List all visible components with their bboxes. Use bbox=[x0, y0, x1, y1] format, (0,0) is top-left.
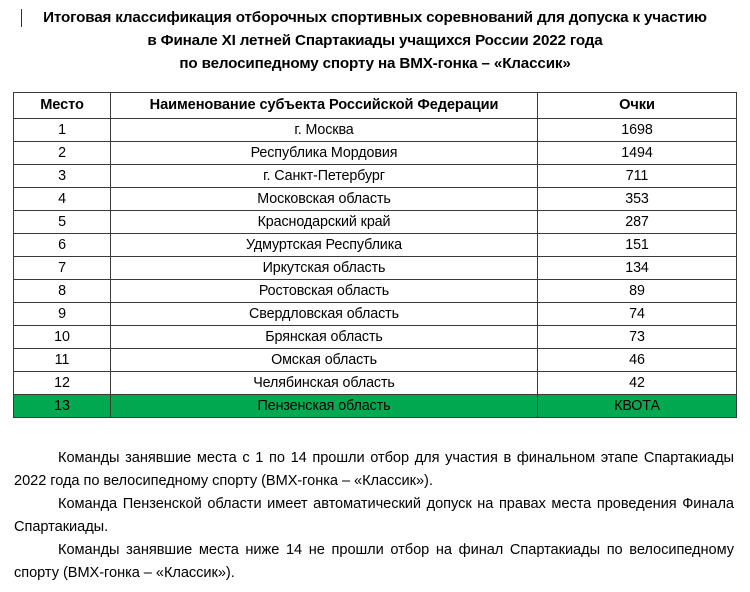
cell-place: 4 bbox=[14, 188, 111, 211]
cell-place: 5 bbox=[14, 211, 111, 234]
column-header-place: Место bbox=[14, 93, 111, 119]
cell-place: 13 bbox=[14, 395, 111, 418]
cell-place: 7 bbox=[14, 257, 111, 280]
table-body bbox=[14, 119, 737, 418]
cell-points: 287 bbox=[538, 211, 737, 234]
cell-region: г. Санкт-Петербург bbox=[111, 165, 538, 188]
table-row bbox=[14, 372, 737, 395]
cell-points: КВОТА bbox=[538, 395, 737, 418]
cell-points: 46 bbox=[538, 349, 737, 372]
cell-points: 89 bbox=[538, 280, 737, 303]
table-row bbox=[14, 280, 737, 303]
cell-region: Московская область bbox=[111, 188, 538, 211]
text-caret bbox=[21, 9, 22, 27]
cell-points: 42 bbox=[538, 372, 737, 395]
cell-region: Краснодарский край bbox=[111, 211, 538, 234]
cell-place: 9 bbox=[14, 303, 111, 326]
cell-region: Республика Мордовия bbox=[111, 142, 538, 165]
cell-place: 10 bbox=[14, 326, 111, 349]
cell-points: 1494 bbox=[538, 142, 737, 165]
cell-region: Удмуртская Республика bbox=[111, 234, 538, 257]
title-line-1: Итоговая классификация отборочных спортивных соревнований для допуска к участию bbox=[43, 9, 707, 26]
table-row bbox=[14, 257, 737, 280]
table-row bbox=[14, 188, 737, 211]
table-row bbox=[14, 234, 737, 257]
document-title bbox=[21, 6, 729, 75]
column-header-region: Наименование субъекта Российской Федерации bbox=[111, 93, 538, 119]
column-header-points: Очки bbox=[538, 93, 737, 119]
cell-place: 12 bbox=[14, 372, 111, 395]
table-row bbox=[14, 142, 737, 165]
cell-region: г. Москва bbox=[111, 119, 538, 142]
table-header-row bbox=[14, 93, 737, 119]
cell-place: 8 bbox=[14, 280, 111, 303]
table-row bbox=[14, 326, 737, 349]
cell-points: 134 bbox=[538, 257, 737, 280]
cell-region: Ростовская область bbox=[111, 280, 538, 303]
table-header bbox=[14, 93, 737, 119]
results-table bbox=[13, 92, 737, 418]
cell-region: Омская область bbox=[111, 349, 538, 372]
cell-place: 2 bbox=[14, 142, 111, 165]
title-line-2: в Финале XI летней Спартакиады учащихся России 2022 года bbox=[147, 32, 603, 49]
cell-place: 6 bbox=[14, 234, 111, 257]
table-row bbox=[14, 395, 737, 418]
cell-place: 1 bbox=[14, 119, 111, 142]
cell-points: 74 bbox=[538, 303, 737, 326]
table-row bbox=[14, 303, 737, 326]
cell-region: Челябинская область bbox=[111, 372, 538, 395]
notes-section bbox=[14, 447, 734, 585]
cell-place: 3 bbox=[14, 165, 111, 188]
cell-region: Свердловская область bbox=[111, 303, 538, 326]
title-line-3: по велосипедному спорту на ВМХ-гонка – «Классик» bbox=[179, 55, 571, 72]
cell-points: 73 bbox=[538, 326, 737, 349]
table-row bbox=[14, 165, 737, 188]
note-paragraph: Команды занявшие места с 1 по 14 прошли отбор для участия в финальном этапе Спартакиады 2022 года по велосипедному спорту (ВМХ-гонка – «Классик»). bbox=[14, 450, 734, 489]
cell-region: Пензенская область bbox=[111, 395, 538, 418]
cell-points: 1698 bbox=[538, 119, 737, 142]
cell-points: 353 bbox=[538, 188, 737, 211]
table-row bbox=[14, 211, 737, 234]
note-paragraph: Команды занявшие места ниже 14 не прошли отбор на финал Спартакиады по велосипедному спорту (ВМХ-гонка – «Классик»). bbox=[14, 542, 734, 581]
cell-region: Иркутская область bbox=[111, 257, 538, 280]
table-row bbox=[14, 119, 737, 142]
cell-place: 11 bbox=[14, 349, 111, 372]
cell-region: Брянская область bbox=[111, 326, 538, 349]
note-paragraph: Команда Пензенской области имеет автоматический допуск на правах места проведения Финала Спартакиады. bbox=[14, 496, 734, 535]
cell-points: 151 bbox=[538, 234, 737, 257]
cell-points: 711 bbox=[538, 165, 737, 188]
table-row bbox=[14, 349, 737, 372]
